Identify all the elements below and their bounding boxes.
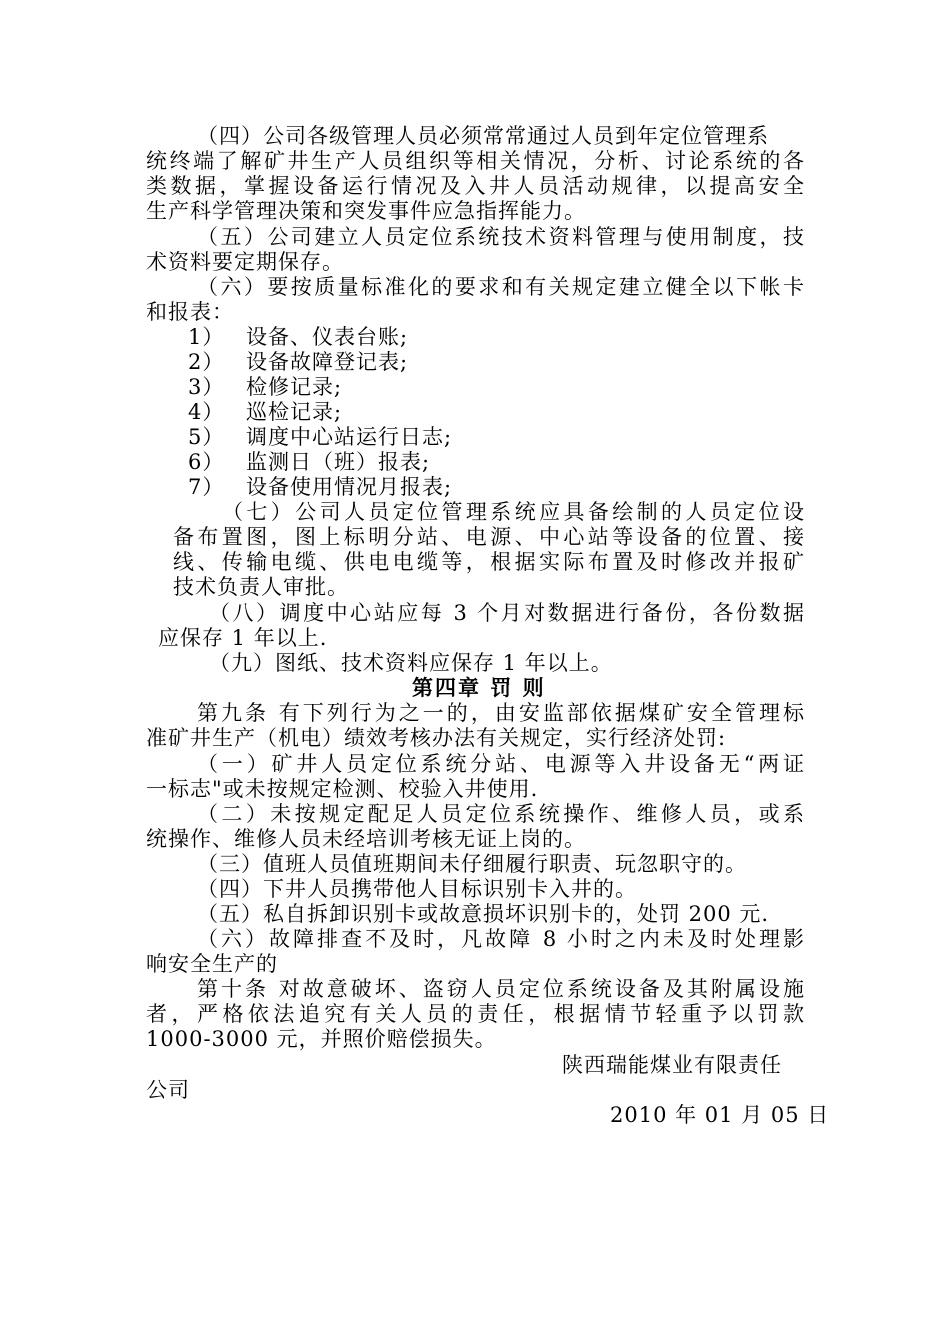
clause-5: （五）私自拆卸识别卡或故意损坏识别卡的，处罚 200 元. xyxy=(197,902,770,926)
list-item-number: 5） xyxy=(188,425,225,449)
list-item-number: 2） xyxy=(188,350,225,374)
list-item-text: 设备使用情况月报表; xyxy=(246,475,453,499)
para-4-line-2: 统终端了解矿井生产人员组织等相关情况，分析、讨论系统的各 xyxy=(146,149,805,173)
list-item xyxy=(188,475,452,499)
para-7-line-4: 技术负责人审批。 xyxy=(173,575,349,599)
article-9-line-1: 第九条 有下列行为之一的，由安监部依据煤矿安全管理标 xyxy=(197,701,805,725)
list-item-number: 3） xyxy=(188,375,225,399)
para-5-line-1: （五）公司建立人员定位系统技术资料管理与使用制度，技 xyxy=(197,225,805,249)
article-9-line-2: 准矿井生产（机电）绩效考核办法有关规定，实行经济处罚: xyxy=(146,726,727,750)
list-item-text: 设备、仪表台账; xyxy=(246,325,409,349)
list-item-number: 1） xyxy=(188,325,225,349)
clause-2-line-2: 统操作、维修人员未经培训考核无证上岗的。 xyxy=(146,827,586,851)
para-6-line-1: （六）要按质量标准化的要求和有关规定建立健全以下帐卡 xyxy=(197,275,805,299)
clause-1-line-2: 一标志"或未按规定检测、校验入井使用. xyxy=(146,777,539,801)
list-item-text: 调度中心站运行日志; xyxy=(246,425,453,449)
chapter-heading: 第四章 罚 则 xyxy=(412,675,546,700)
list-item-text: 监测日（班）报表; xyxy=(246,450,431,474)
clause-2-line-1: （二）未按规定配足人员定位系统操作、维修人员，或系 xyxy=(197,802,805,826)
article-10-line-2: 者，严格依法追究有关人员的责任，根据情节轻重予以罚款 xyxy=(146,1002,805,1026)
list-item-text: 设备故障登记表; xyxy=(246,350,409,374)
para-4-line-1: （四）公司各级管理人员必须常常通过人员到年定位管理系 xyxy=(197,124,769,148)
para-9: （九）图纸、技术资料应保存 1 年以上。 xyxy=(209,651,613,675)
list-item xyxy=(188,325,408,349)
clause-6-line-2: 响安全生产的 xyxy=(146,952,278,976)
list-item xyxy=(188,375,342,399)
article-10-line-1: 第十条 对故意破坏、盗窃人员定位系统设备及其附属设施 xyxy=(197,977,805,1001)
clause-6-line-1: （六）故障排查不及时，凡故障 8 小时之内未及时处理影 xyxy=(197,927,805,951)
para-7-line-1: （七）公司人员定位管理系统应具备绘制的人员定位设 xyxy=(222,500,805,524)
list-item xyxy=(188,425,452,449)
para-4-line-3: 类数据，掌握设备运行情况及入井人员活动规律，以提高安全 xyxy=(146,174,805,198)
list-item-number: 7） xyxy=(188,475,225,499)
list-item xyxy=(188,400,342,424)
para-5-line-2: 术资料要定期保存。 xyxy=(146,250,344,274)
list-item-number: 6） xyxy=(188,450,225,474)
list-item-number: 4） xyxy=(188,400,225,424)
list-item xyxy=(188,450,430,474)
list-item-text: 检修记录; xyxy=(246,375,343,399)
signature-date: 2010 年 01 月 05 日 xyxy=(610,1103,830,1127)
clause-3: （三）值班人员值班期间未仔细履行职责、玩忽职守的。 xyxy=(197,852,747,876)
clause-1-line-1: （一）矿井人员定位系统分站、电源等入井设备无“两证 xyxy=(197,752,805,776)
para-7-line-3: 线、传输电缆、供电电缆等，根据实际布置及时修改并报矿 xyxy=(173,550,805,574)
para-7-line-2: 备布置图，图上标明分站、电源、中心站等设备的位置、接 xyxy=(173,525,805,549)
signature-company-line-1: 陕西瑞能煤业有限责任 xyxy=(562,1053,782,1077)
list-item-text: 巡检记录; xyxy=(246,400,343,424)
para-8-line-1: （八）调度中心站应每 3 个月对数据进行备份，各份数据 xyxy=(209,601,805,625)
para-6-line-2: 和报表： xyxy=(146,300,234,324)
clause-4: （四）下井人员携带他人目标识别卡入井的。 xyxy=(197,877,637,901)
list-item xyxy=(188,350,408,374)
para-8-line-2: 应保存 1 年以上. xyxy=(158,626,328,650)
article-10-line-3: 1000-3000 元，并照价赔偿损失。 xyxy=(146,1027,497,1051)
signature-company-line-2: 公司 xyxy=(146,1078,190,1102)
para-4-line-4: 生产科学管理决策和突发事件应急指挥能力。 xyxy=(146,199,586,223)
